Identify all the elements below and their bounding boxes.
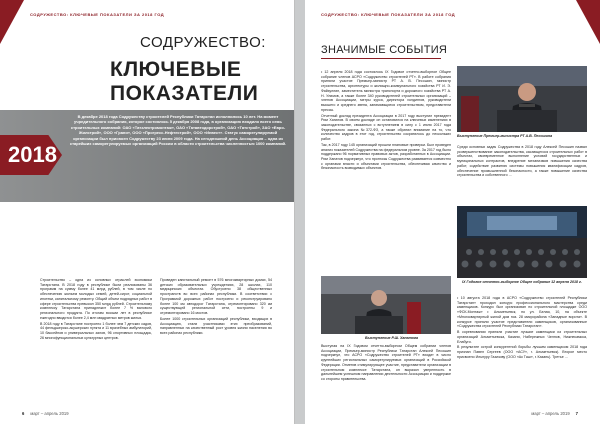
left-issue: март – апрель 2019 xyxy=(30,411,69,416)
left-col2 xyxy=(160,278,272,408)
section-rule xyxy=(321,58,441,59)
right-col2-para2: • 10 августа 2018 года в АСРО «Содружество строителей Республики Татарстан» проходил конкурс профессионального мастерства среди каменщиков. Конкурс был организован по строительной площадке ООО «ФСК-Монтаж» г. Альметьевск, по ул. Белая, 10, на объекте «Многоквартирный жилой дом поз. 28 микрорайона «Западные ворота». В конкурсе приняли участие представители каменщиков, организованные «Содружества строителей Республики Татарстан». xyxy=(457,296,587,329)
right-corner-triangle xyxy=(576,0,600,44)
right-col1-para4: Выступая на IX Годовом отчетно-выборном Общем собрании членов Ассоциации, Премьер-министр Республики Татарстан Алексей Песошин подчеркнул, что АСРО «Содружество строителей РТ» входит в число крупнейших региональных саморегулируемых организаций в Российской Федерации. Отметив стимулирующее участие, представители организации в строительном комплексе Татарстана, он выразил уверенность в дальнейшем успешном направлении деятельности Ассоциации и поддержке со стороны правительства. xyxy=(321,344,451,381)
right-col2-bottom xyxy=(457,296,587,410)
right-col1-para3: Так, в 2017 году 145 организаций прошли плановые проверки. Был проведен анализ показателей Содружества на федеральном уровне. За 2017 год было поддержано 96 нормативных правовых актов, разработанных в Ассоциации. Рим Хапатов подчеркнул, что прогнозы Содружества развивается совместно с органами власти и объектами строительства, обеспечивая качество и безопасность возводимых объектов. xyxy=(321,142,451,171)
left-col1 xyxy=(40,278,152,408)
left-title-line2: КЛЮЧЕВЫЕ ПОКАЗАТЕЛИ xyxy=(110,58,259,105)
caption-meeting: IX Годовое отчетно-выборное Общее собрание 12 апреля 2018 г. xyxy=(462,280,582,284)
photo-khapatov-speech xyxy=(321,276,451,334)
left-corner-triangle xyxy=(0,0,24,44)
left-col2-para1: Проведен капитальный ремонт в 576 многоквартирных домах, 54 детских образовательных учреждениях, 28 школах, 110 медицинских объектах. Обустроено 38 общественных пространств во всех районах республики. В соответствии с Программой дорожных работ построено и реконструировано более 100 км автодорог Татарстана, отремонтировано 320 км существующей региональной сети, построены 9 и отремонтировано 16 мостов. xyxy=(160,278,272,315)
year-label: 2018 xyxy=(8,142,57,167)
left-title-line1: СОДРУЖЕСТВО: xyxy=(140,34,266,51)
right-col1-bottom xyxy=(321,344,451,410)
photo-general-meeting xyxy=(457,206,587,278)
left-col1-para1: Строительство – одна из основных отраслей экономики Татарстана. В 2018 году в республике были реализованы 36 программ на сумму более 41 млрд рублей, в том числе по обеспечению жильем молодых семей, детей-сирот, социальной ипотеки, капитальному ремонту. Общий объем подрядных работ в сфере строительства превысил 350 млрд рублей. Строительному комплексу Татарстана принадлежит более 7 % валового регионального продукта. По итогам восьми лет в республике ежегодно вводится более 2,4 млн квадратных метров жилья. xyxy=(40,278,152,320)
caption-premier: Выступление Премьер-министра РТ А.В. Песошина xyxy=(457,134,553,138)
intro-text: В декабре 2018 года Содружеству строителей Республики Татарстан исполнилось 10 лет. На момент учредительного собрания, которое состоялось 5 декабря 2008 года, в организацию входило всего семь строительных компаний: ОАО «Татэлектромонтаж», ОАО «Татавтодорстрой», ОАО «Татстрой», ЗАО «Евро-Жилстрой», ООО «Грани», ООО «Прогресс-Нефтестрой», ООО «Инвест». Статус саморегулируемой организации был присвоен Содружеству 23 июня 2009 года. На сегодняшний день Ассоциация – одна из старейших саморегулируемых организаций России в области строительства численностью 1000 компаний. xyxy=(69,114,287,147)
left-col2-para2: Более 1000 строительных организаций республики, входящих в Ассоциацию, стали участниками этих преобразований, направленных на качественный рост уровня жизни населения во всех районах республики. xyxy=(160,316,272,335)
right-col2-para1: Среди основных задач Содружества в 2018 году Алексей Песошин назвал усовершенствование законодательства, касающегося строительных работ в объектах, своевременное выполнение условий государственных и муниципальных контрактов, внедрение механизмов повышения качества работ, содействие развитию системы повышения квалификации кадров, обеспечение промышленной безопасности, а также повышение качества строительства и собственного ... xyxy=(457,145,587,178)
right-folio xyxy=(531,411,578,416)
left-page xyxy=(0,0,295,424)
right-col1 xyxy=(321,70,451,270)
left-col1-para2: В 2018 году в Татарстане построено 1 более чем 7 детских садов, 44 фельдшерско-акушерских пункта и 11 врачебных амбулаторий, 10 бассейнов и универсальных залов, 96 спортивных площадок, 26 многофункциональных культурных центров. xyxy=(40,321,152,340)
right-page xyxy=(305,0,600,424)
right-col2 xyxy=(457,145,587,203)
photo-premier-speech xyxy=(457,66,587,132)
left-folio xyxy=(22,411,69,416)
right-col1-para1: • 12 апреля 2018 года состоялось IX Годовое отчетно-выборное Общее собрание членов АСРО «Содружество строителей РТ». В работе собрания приняли участие Премьер-министр РТ А. В. Песошин, министр строительства, архитектуры и жилищно-коммунального хозяйства РТ И. Э. Файзуллин, заместитель министра транспорта и дорожного хозяйства РТ А. Н. Улимов, а также более 340 руководителей строительных организаций – членов Ассоциации, мэтры курса, директора холдингов, руководители высшего и среднего звена, занимающиеся строительством, представители прессы. xyxy=(321,70,451,112)
right-col2-para3: В соревновании приняли участие лучшие каменщики из строительных организаций Альметьевска, Казани, Набережных Челнов, Нижнекамска, Елабуги. xyxy=(457,330,587,344)
caption-khapatov: Выступление Р.Ш. Хапатова xyxy=(365,336,419,340)
right-col1-para2: Отчетный доклад президента Ассоциации в 2017 году выступил президент Рим Хапатов. В своем докладе он остановился на ключевых изменениях в законодательстве, связанных с вступлением в силу с 1 июля 2017 года Федерального закона №372-ФЗ, а также обратил внимание на то, что количество кадров в этот год, строительство сократилось до нескольких работ. xyxy=(321,113,451,142)
right-issue: март – апрель 2019 xyxy=(531,411,570,416)
section-title: ЗНАЧИМЫЕ СОБЫТИЯ xyxy=(321,44,448,56)
left-page-number: 6 xyxy=(22,411,25,416)
right-running-head: СОДРУЖЕСТВО: КЛЮЧЕВЫЕ ПОКАЗАТЕЛИ ЗА 2018 ГОД xyxy=(321,12,456,17)
right-col2-para4: В результате острой конкурентной борьбы лучшим каменщиком 2018 года признан Павел Сергеев (ООО «АСУ», г. Альметьевск). Второе место присвоено Ильнуру Газизову (ООО «Ак Таш», г. Казань). Третье ... xyxy=(457,345,587,359)
right-page-number: 7 xyxy=(575,411,578,416)
left-running-head: СОДРУЖЕСТВО: КЛЮЧЕВЫЕ ПОКАЗАТЕЛИ ЗА 2018 ГОД xyxy=(30,12,165,17)
